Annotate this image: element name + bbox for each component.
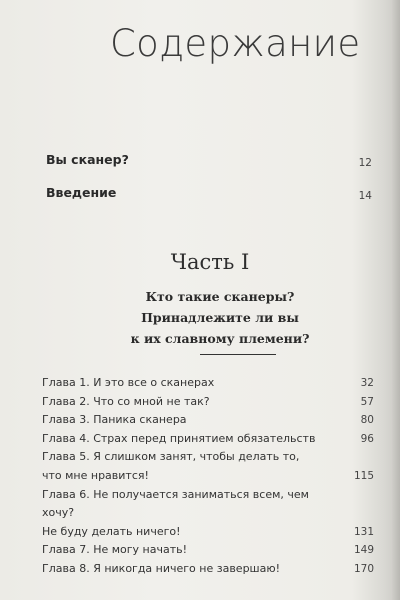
- toc-entry-label: Глава 6. Не получается заниматься всем, чем хочу?: [42, 487, 309, 520]
- toc-entry-page: 14: [358, 190, 372, 202]
- part-subtitle-line: Принадлежите ли вы: [141, 310, 299, 325]
- toc-entry-chapter: [42, 411, 374, 430]
- part-subtitle-line: Кто такие сканеры?: [145, 289, 295, 304]
- divider: [200, 354, 276, 355]
- toc-entry-label-continued: что мне нравится!: [42, 468, 149, 482]
- toc-entry-chapter: [42, 486, 374, 542]
- toc-entry-label: Глава 8. Я никогда ничего не завершаю!: [42, 561, 281, 575]
- toc-entry-chapter: [42, 393, 374, 412]
- part-subtitle-line: к их славному племени?: [130, 331, 310, 346]
- toc-entry-chapter: [42, 374, 374, 393]
- toc-entry-page: 80: [360, 414, 374, 427]
- toc-entry-page: 32: [360, 377, 374, 389]
- toc-entry-label: Глава 5. Я слишком занят, чтобы делать то,: [42, 450, 300, 464]
- toc-entry-label: Глава 4. Страх перед принятием обязательств: [42, 431, 316, 445]
- toc-entry-chapter: [42, 448, 374, 485]
- toc-entry-label: Вы сканер?: [46, 152, 129, 167]
- toc-entry-label: Введение: [46, 185, 117, 200]
- toc-entry-chapter: [42, 430, 374, 449]
- part-subtitle: [0, 286, 400, 349]
- toc-entry-chapter: [42, 541, 374, 560]
- toc-entry-label: Глава 7. Не могу начать!: [42, 543, 188, 557]
- toc-entry-front-2: [46, 185, 372, 200]
- toc-entry-label-continued: Не буду делать ничего!: [42, 524, 181, 538]
- toc-entry-chapter: [42, 560, 374, 579]
- page-title: Содержание: [110, 22, 361, 65]
- toc-entry-front-1: [46, 152, 372, 167]
- chapter-list: [42, 374, 374, 579]
- toc-entry-page: 131: [353, 525, 374, 538]
- toc-entry-label: Глава 1. И это все о сканерах: [42, 376, 215, 389]
- toc-entry-page: 115: [353, 469, 374, 482]
- part-title: Часть I: [170, 250, 250, 274]
- toc-entry-page: 12: [358, 157, 372, 169]
- toc-entry-page: 149: [353, 544, 374, 557]
- toc-entry-page: 57: [360, 395, 374, 408]
- toc-entry-page: 96: [360, 432, 374, 445]
- toc-entry-page: 170: [353, 562, 374, 575]
- toc-entry-label: Глава 3. Паника сканера: [42, 413, 187, 427]
- toc-entry-label: Глава 2. Что со мной не так?: [42, 394, 210, 408]
